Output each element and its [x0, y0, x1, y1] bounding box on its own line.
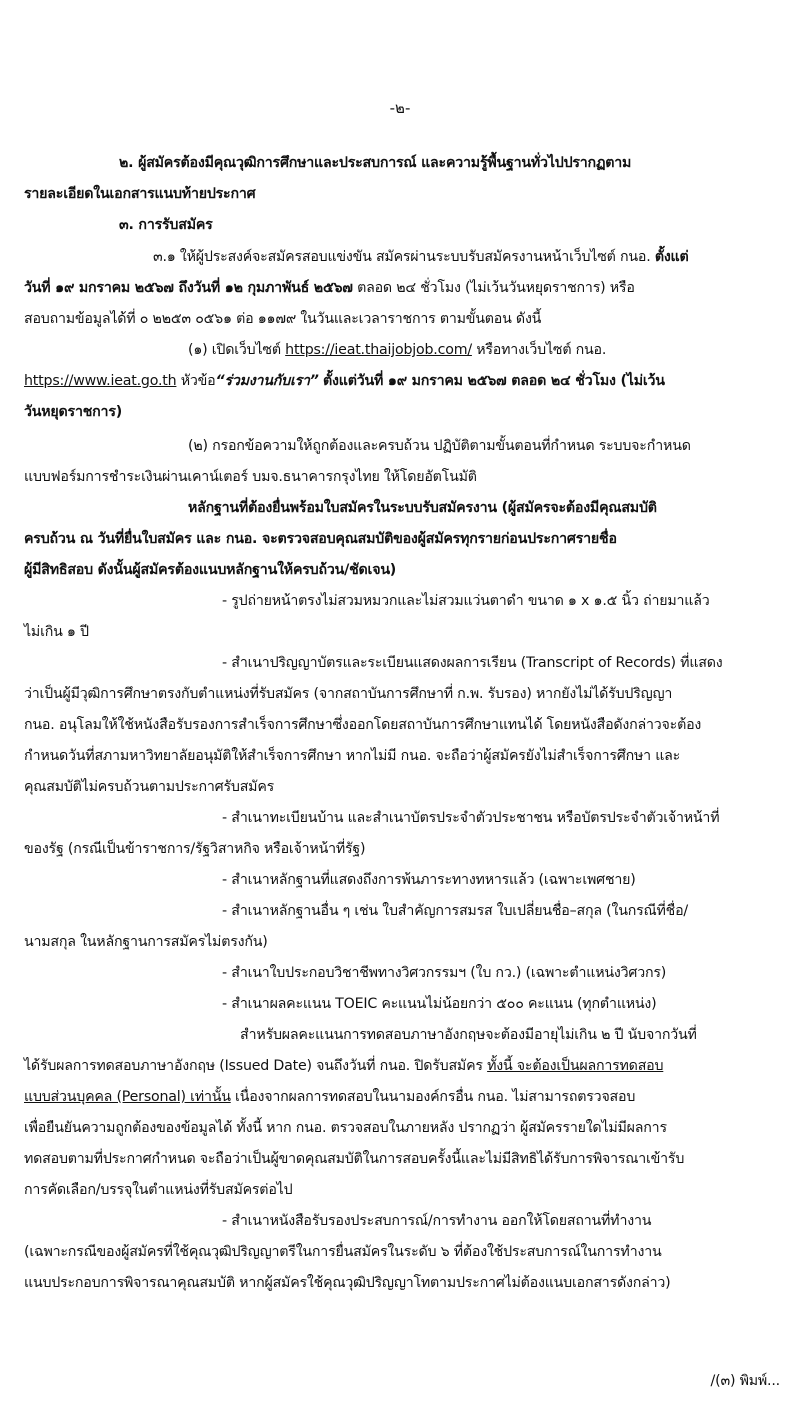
step-1-topic: หัวข้อ — [180, 373, 216, 389]
english-note-line-1: สำหรับผลคะแนนการทดสอบภาษาอังกฤษจะต้องมีอายุไม่เกิน ๒ ปี นับจากวันที่ — [240, 1027, 697, 1043]
section-2-line-2: รายละเอียดในเอกสารแนบท้ายประกาศ — [24, 186, 256, 202]
para-3-1-line-2 — [24, 277, 635, 299]
step-1-line-2 — [24, 370, 665, 392]
english-note-text-3: เนื่องจากผลการทดสอบในนามองค์กรอื่น กนอ. ไม่สามารถตรวจสอบ — [235, 1089, 636, 1105]
item-degree-line-3: กนอ. อนุโลมให้ใช้หนังสือรับรองการสำเร็จการศึกษาซึ่งออกโดยสถาบันการศึกษาแทนได้ โดยหนังสือดังกล่าวจะต้อง — [24, 717, 702, 733]
para-3-1-line-3: สอบถามข้อมูลได้ที่ ๐ ๒๒๕๓ ๐๕๖๑ ต่อ ๑๑๗๙ ในวันและเวลาราชการ ตามขั้นตอน ดังนี้ — [24, 311, 542, 327]
item-other-line-2: นามสกุล ในหลักฐานการสมัครไม่ตรงกัน) — [24, 934, 268, 950]
item-other-line-1: - สำเนาหลักฐานอื่น ๆ เช่น ใบสำคัญการสมรส ใบเปลี่ยนชื่อ–สกุล (ในกรณีที่ชื่อ/ — [222, 903, 688, 919]
step-2-line-1: (๒) กรอกข้อความให้ถูกต้องและครบถ้วน ปฏิบัติตามขั้นตอนที่กำหนด ระบบจะกำหนด — [188, 438, 691, 454]
english-note-line-2 — [24, 1055, 663, 1077]
evidence-heading-line-1: หลักฐานที่ต้องยื่นพร้อมใบสมัครในระบบรับสมัครงาน (ผู้สมัครจะต้องมีคุณสมบัติ — [188, 500, 657, 516]
evidence-heading-line-2: ครบถ้วน ณ วันที่ยื่นใบสมัคร และ กนอ. จะตรวจสอบคุณสมบัติของผู้สมัครทุกรายก่อนประกาศรายชื่อ — [24, 531, 617, 547]
item-experience-line-1: - สำเนาหนังสือรับรองประสบการณ์/การทำงาน ออกให้โดยสถานที่ทำงาน — [222, 1213, 652, 1229]
item-military: - สำเนาหลักฐานที่แสดงถึงการพ้นภาระทางทหารแล้ว (เฉพาะเพศชาย) — [222, 872, 636, 888]
english-note-line-4: เพื่อยืนยันความถูกต้องของข้อมูลได้ ทั้งนี้ หาก กนอ. ตรวจสอบในภายหลัง ปรากฏว่า ผู้สมัครรายใดไม่มีผลการ — [24, 1120, 667, 1136]
item-experience-line-3: แนบประกอบการพิจารณาคุณสมบัติ หากผู้สมัครใช้คุณวุฒิปริญญาโทตามประกาศไม่ต้องแนบเอกสารดังกล่าว) — [24, 1275, 671, 1291]
item-house-line-1: - สำเนาทะเบียนบ้าน และสำเนาบัตรประจำตัวประชาชน หรือบัตรประจำตัวเจ้าหน้าที่ — [222, 810, 720, 826]
item-degree-line-4: กำหนดวันที่สภามหาวิทยาลัยอนุมัติให้สำเร็จการศึกษา หากไม่มี กนอ. จะถือว่าผู้สมัครยังไม่สำเร็จการศึกษา และ — [24, 748, 681, 764]
item-photo-line-1: - รูปถ่ายหน้าตรงไม่สวมหมวกและไม่สวมแว่นตาดำ ขนาด ๑ x ๑.๕ นิ้ว ถ่ายมาแล้ว — [222, 593, 710, 609]
item-photo-line-2: ไม่เกิน ๑ ปี — [24, 624, 89, 640]
date-range: วันที่ ๑๙ มกราคม ๒๕๖๗ ถึงวันที่ ๑๒ กุมภาพันธ์ ๒๕๖๗ — [24, 280, 353, 296]
para-3-1-text: ๓.๑ ให้ผู้ประสงค์จะสมัครสอบแข่งขัน สมัครผ่านระบบรับสมัครงานหน้าเว็บไซต์ กนอ. — [153, 249, 651, 265]
thaijobjob-link[interactable]: https://ieat.thaijobjob.com/ — [285, 342, 472, 358]
item-degree-line-1: - สำเนาปริญญาบัตรและระเบียนแสดงผลการเรียน (Transcript of Records) ที่แสดง — [222, 655, 723, 671]
personal-test-underlined: แบบส่วนบุคคล (Personal) เท่านั้น — [24, 1089, 231, 1105]
para-3-1-line-2-rest: ตลอด ๒๔ ชั่วโมง (ไม่เว้นวันหยุดราชการ) หรือ — [357, 280, 635, 296]
item-degree-line-2: ว่าเป็นผู้มีวุฒิการศึกษาตรงกับตำแหน่งที่รับสมัคร (จากสถาบันการศึกษาที่ ก.พ. รับรอง) หากยังไม่ได้รับปริญญา — [24, 686, 673, 702]
page-number: -๒- — [389, 99, 411, 117]
ieat-website-link[interactable]: https://www.ieat.go.th — [24, 373, 177, 389]
section-3-heading: ๓. การรับสมัคร — [119, 217, 213, 233]
item-house-line-2: ของรัฐ (กรณีเป็นข้าราชการ/รัฐวิสาหกิจ หรือเจ้าหน้าที่รัฐ) — [24, 841, 366, 857]
para-3-1-line-1 — [153, 246, 689, 268]
item-license: - สำเนาใบประกอบวิชาชีพทางวิศวกรรมฯ (ใบ กว.) (เฉพาะตำแหน่งวิศวกร) — [222, 965, 667, 981]
continuation-footer: /(๓) พิมพ์... — [710, 1373, 780, 1389]
step-2-line-2: แบบฟอร์มการชำระเงินผ่านเคาน์เตอร์ บมจ.ธนาคารกรุงไทย ให้โดยอัตโนมัติ — [24, 469, 477, 485]
evidence-heading-line-3: ผู้มีสิทธิสอบ ดังนั้นผู้สมัครต้องแนบหลักฐานให้ครบถ้วน/ชัดเจน) — [24, 562, 397, 578]
step-1-quote: “ร่วมงานกับเรา” — [215, 373, 319, 389]
step-1-text: (๑) เปิดเว็บไซต์ — [188, 342, 281, 358]
english-note-text: ได้รับผลการทดสอบภาษาอังกฤษ (Issued Date) จนถึงวันที่ กนอ. ปิดรับสมัคร — [24, 1058, 483, 1074]
para-3-1-bold: ตั้งแต่ — [654, 249, 689, 265]
english-note-line-6: การคัดเลือก/บรรจุในตำแหน่งที่รับสมัครต่อไป — [24, 1182, 293, 1198]
item-degree-line-5: คุณสมบัติไม่ครบถ้วนตามประกาศรับสมัคร — [24, 779, 275, 795]
step-1-date: ตั้งแต่วันที่ ๑๙ มกราคม ๒๕๖๗ ตลอด ๒๔ ชั่วโมง (ไม่เว้น — [323, 373, 665, 389]
section-2-line-1: ๒. ผู้สมัครต้องมีคุณวุฒิการศึกษาและประสบการณ์ และความรู้พื้นฐานทั่วไปปรากฏตาม — [119, 155, 632, 171]
english-note-line-3 — [24, 1086, 635, 1108]
step-1-line-1 — [188, 339, 606, 361]
step-1-text-2: หรือทางเว็บไซต์ กนอ. — [476, 342, 607, 358]
item-experience-line-2: (เฉพาะกรณีของผู้สมัครที่ใช้คุณวุฒิปริญญาตรีในการยื่นสมัครในระดับ ๖ ที่ต้องใช้ประสบการณ์ในการทำงาน — [24, 1244, 662, 1260]
english-note-line-5: ทดสอบตามที่ประกาศกำหนด จะถือว่าเป็นผู้ขาดคุณสมบัติในการสอบครั้งนี้และไม่มีสิทธิได้รับการพิจารณาเข้ารับ — [24, 1151, 685, 1167]
step-1-line-3: วันหยุดราชการ) — [24, 404, 123, 420]
item-toeic: - สำเนาผลคะแนน TOEIC คะแนนไม่น้อยกว่า ๕๐๐ คะแนน (ทุกตำแหน่ง) — [222, 996, 657, 1012]
english-note-underlined: ทั้งนี้ จะต้องเป็นผลการทดสอบ — [487, 1058, 664, 1074]
